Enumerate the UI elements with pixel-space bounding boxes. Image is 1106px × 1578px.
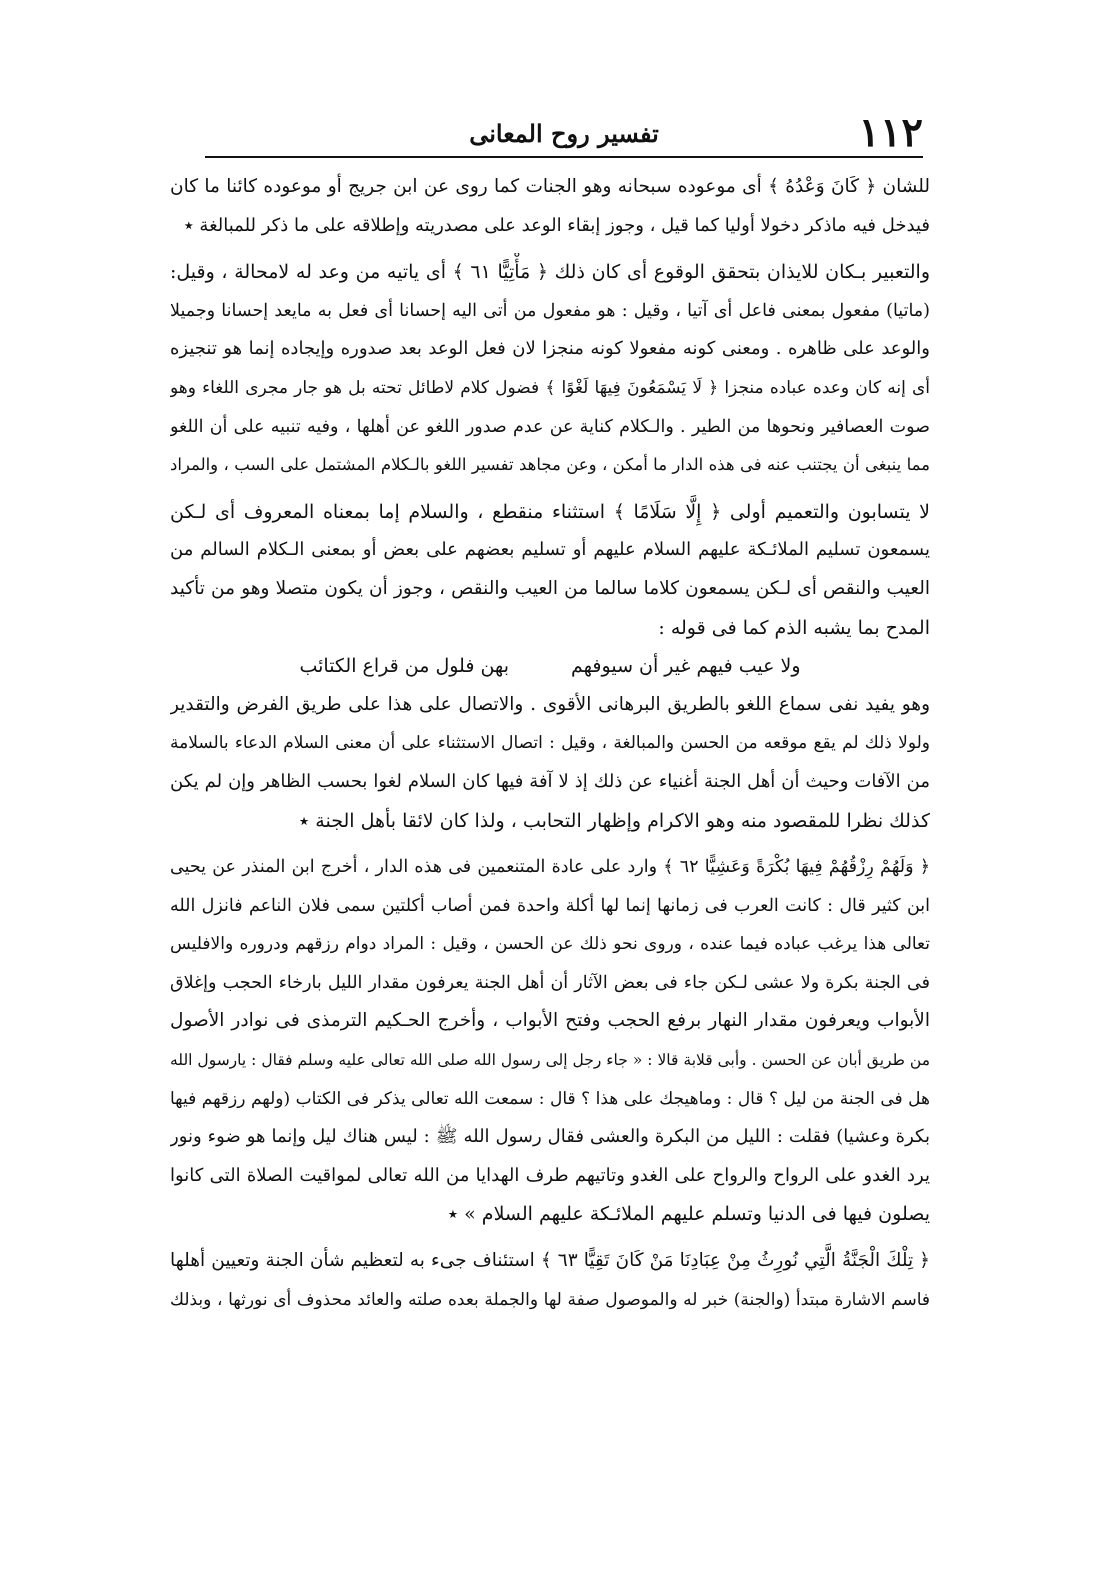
- text-line: وهو يفيد نفى سماع اللغو بالطريق البرهانى الأقوى . والاتصال على هذا على طريق الفرض والتقدير: [170, 693, 930, 715]
- verse-first-hemistich: ولا عيب فيهم غير أن سيوفهم: [571, 655, 801, 678]
- paragraph: [170, 686, 930, 840]
- text-line: من الآفات وحيث أن أهل الجنة أغنياء عن ذلك إذ لا آفة فيها كان السلام لغوا بحسب الظاهر وإن لم يكن: [170, 770, 930, 792]
- text-line: صوت العصافير ونحوها من الطير . والـكلام كناية عن عدم صدور اللغو عن أهلها ، وفيه تنبيه على أن اللغو: [170, 416, 930, 437]
- text-line: لا يتسابون والتعميم أولى ﴿ إِلَّا سَلَامًا ﴾ استثناء منقطع ، والسلام إما بمعناه المعروف أى لـكن: [170, 500, 930, 523]
- text-line: ابن كثير قال : كانت العرب فى زمانها إنما لها أكلة واحدة فمن أصاب أكلتين سمى فلان الناعم فانزل الله: [170, 895, 930, 916]
- text-line: أى إنه كان وعده عباده منجزا ﴿ لَا يَسْمَعُونَ فِيهَا لَغْوًا ﴾ فضول كلام لاطائل تحته بل هو جار مجرى اللغاء وهو: [170, 377, 930, 398]
- text-line: فاسم الاشارة مبتدأ (والجنة) خبر له والموصول صفة لها والجملة بعده صلته والعائد محذوف أى نورثها ، وبذلك: [170, 1289, 930, 1310]
- paragraph: [170, 493, 930, 647]
- text-line: والتعبير بـكان للايذان بتحقق الوقوع أى كان ذلك ﴿ مَأْتِيًّا ٦١ ﴾ أى ياتيه من وعد له لامحالة ، وقيل:: [170, 261, 930, 284]
- text-line: ﴿ تِلْكَ الْجَنَّةُ الَّتِي نُورِثُ مِنْ عِبَادِنَا مَنْ كَانَ تَقِيًّا ٦٣ ﴾ استئناف جىء به لتعظيم شأن الجنة وتعيين أهلها: [170, 1250, 930, 1272]
- paragraph: [170, 253, 930, 485]
- text-line: ولولا ذلك لم يقع موقعه من الحسن والمبالغة ، وقيل : اتصال الاستثناء على أن معنى السلام الدعاء بالسلامة: [170, 733, 930, 754]
- page-header: [205, 108, 923, 158]
- verse-second-hemistich: بهن فلول من قراع الكتائب: [299, 655, 509, 678]
- text-line: بكرة وعشيا) فقلت : الليل من البكرة والعشى فقال رسول الله ﷺ : ليس هناك ليل وإنما هو ضوء ونور: [170, 1126, 930, 1148]
- text-line: فى الجنة بكرة ولا عشى لـكن جاء فى بعض الآثار أن أهل الجنة يعرفون مقدار الليل بارخاء الحجب وإغلاق: [170, 972, 930, 993]
- text-line: (ماتيا) مفعول بمعنى فاعل أى آتيا ، وقيل : هو مفعول من أتى اليه إحسانا أى فعل به مايعد إحسانا وجميلا: [170, 300, 930, 321]
- text-line: ﴿ وَلَهُمْ رِزْقُهُمْ فِيهَا بُكْرَةً وَعَشِيًّا ٦٢ ﴾ وارد على عادة المتنعمين فى هذه الدار ، أخرج ابن المنذر عن يحيى: [170, 857, 930, 878]
- text-line: الأبواب ويعرفون مقدار النهار برفع الحجب وفتح الأبواب ، وأخرج الحـكيم الترمذى فى نوادر الأصول: [170, 1010, 930, 1032]
- text-line: للشان ﴿ كَانَ وَعْدُهُ ﴾ أى موعوده سبحانه وهو الجنات كما روى عن ابن جريج أو موعوده كائنا ما كان: [170, 176, 930, 197]
- paragraph: [170, 1242, 930, 1319]
- text-line: العيب والنقص أى لـكن يسمعون كلاما سالما من العيب والنقص ، وجوز أن يكون متصلا وهو من تأكيد: [170, 577, 930, 599]
- text-line: يسمعون تسليم الملائـكة عليهم السلام عليهم أو تسليم بعضهم على بعض أو بمعنى الـكلام السالم من: [170, 539, 930, 561]
- header-rule: [205, 156, 923, 158]
- text-line: يرد الغدو على الرواح والرواح على الغدو وتاتيهم طرف الهدايا من الله تعالى لمواقيت الصلاة التى كانوا: [170, 1164, 930, 1186]
- text-line: هل فى الجنة من ليل ؟ قال : وماهيجك على هذا ؟ قال : سمعت الله تعالى يذكر فى الكتاب (ولهم رزقهم فيها: [170, 1088, 930, 1109]
- running-title: تفسير روح المعانى: [469, 119, 659, 148]
- paragraph: [170, 848, 930, 1234]
- text-line: من طريق أبان عن الحسن . وأبى قلابة قالا : « جاء رجل إلى رسول الله صلى الله تعالى عليه وسلم فقال : يارسول الله: [170, 1051, 930, 1070]
- text-line: يصلون فيها فى الدنيا وتسلم عليهم الملائـكة عليهم السلام » ٭: [447, 1203, 930, 1226]
- page-number: ١١٢: [858, 109, 923, 156]
- text-line: مما ينبغى أن يجتنب عنه فى هذه الدار ما أمكن ، وعن مجاهد تفسير اللغو بالـكلام المشتمل على السب ، والمراد: [170, 455, 930, 475]
- body-text: [170, 168, 930, 1327]
- poetry-verse: [170, 647, 930, 686]
- text-line: المدح بما يشبه الذم كما فى قوله :: [658, 616, 930, 639]
- paragraph: [170, 168, 930, 245]
- text-line: والوعد على ظاهره . ومعنى كونه مفعولا كونه منجزا لان فعل الوعد بعد صدوره وإيجاده إنما هو تنجيزه: [170, 338, 930, 360]
- text-line: تعالى هذا يرغب عباده فيما عنده ، وروى نحو ذلك عن الحسن ، وقيل : المراد دوام رزقهم ودروره والافليس: [170, 934, 930, 955]
- text-line: فيدخل فيه ماذكر دخولا أوليا كما قيل ، وجوز إبقاء الوعد على مصدريته وإطلاقه على ما ذكر للمبالغة ٭: [183, 214, 930, 236]
- text-line: كذلك نظرا للمقصود منه وهو الاكرام وإظهار التحابب ، ولذا كان لائقا بأهل الجنة ٭: [298, 809, 930, 832]
